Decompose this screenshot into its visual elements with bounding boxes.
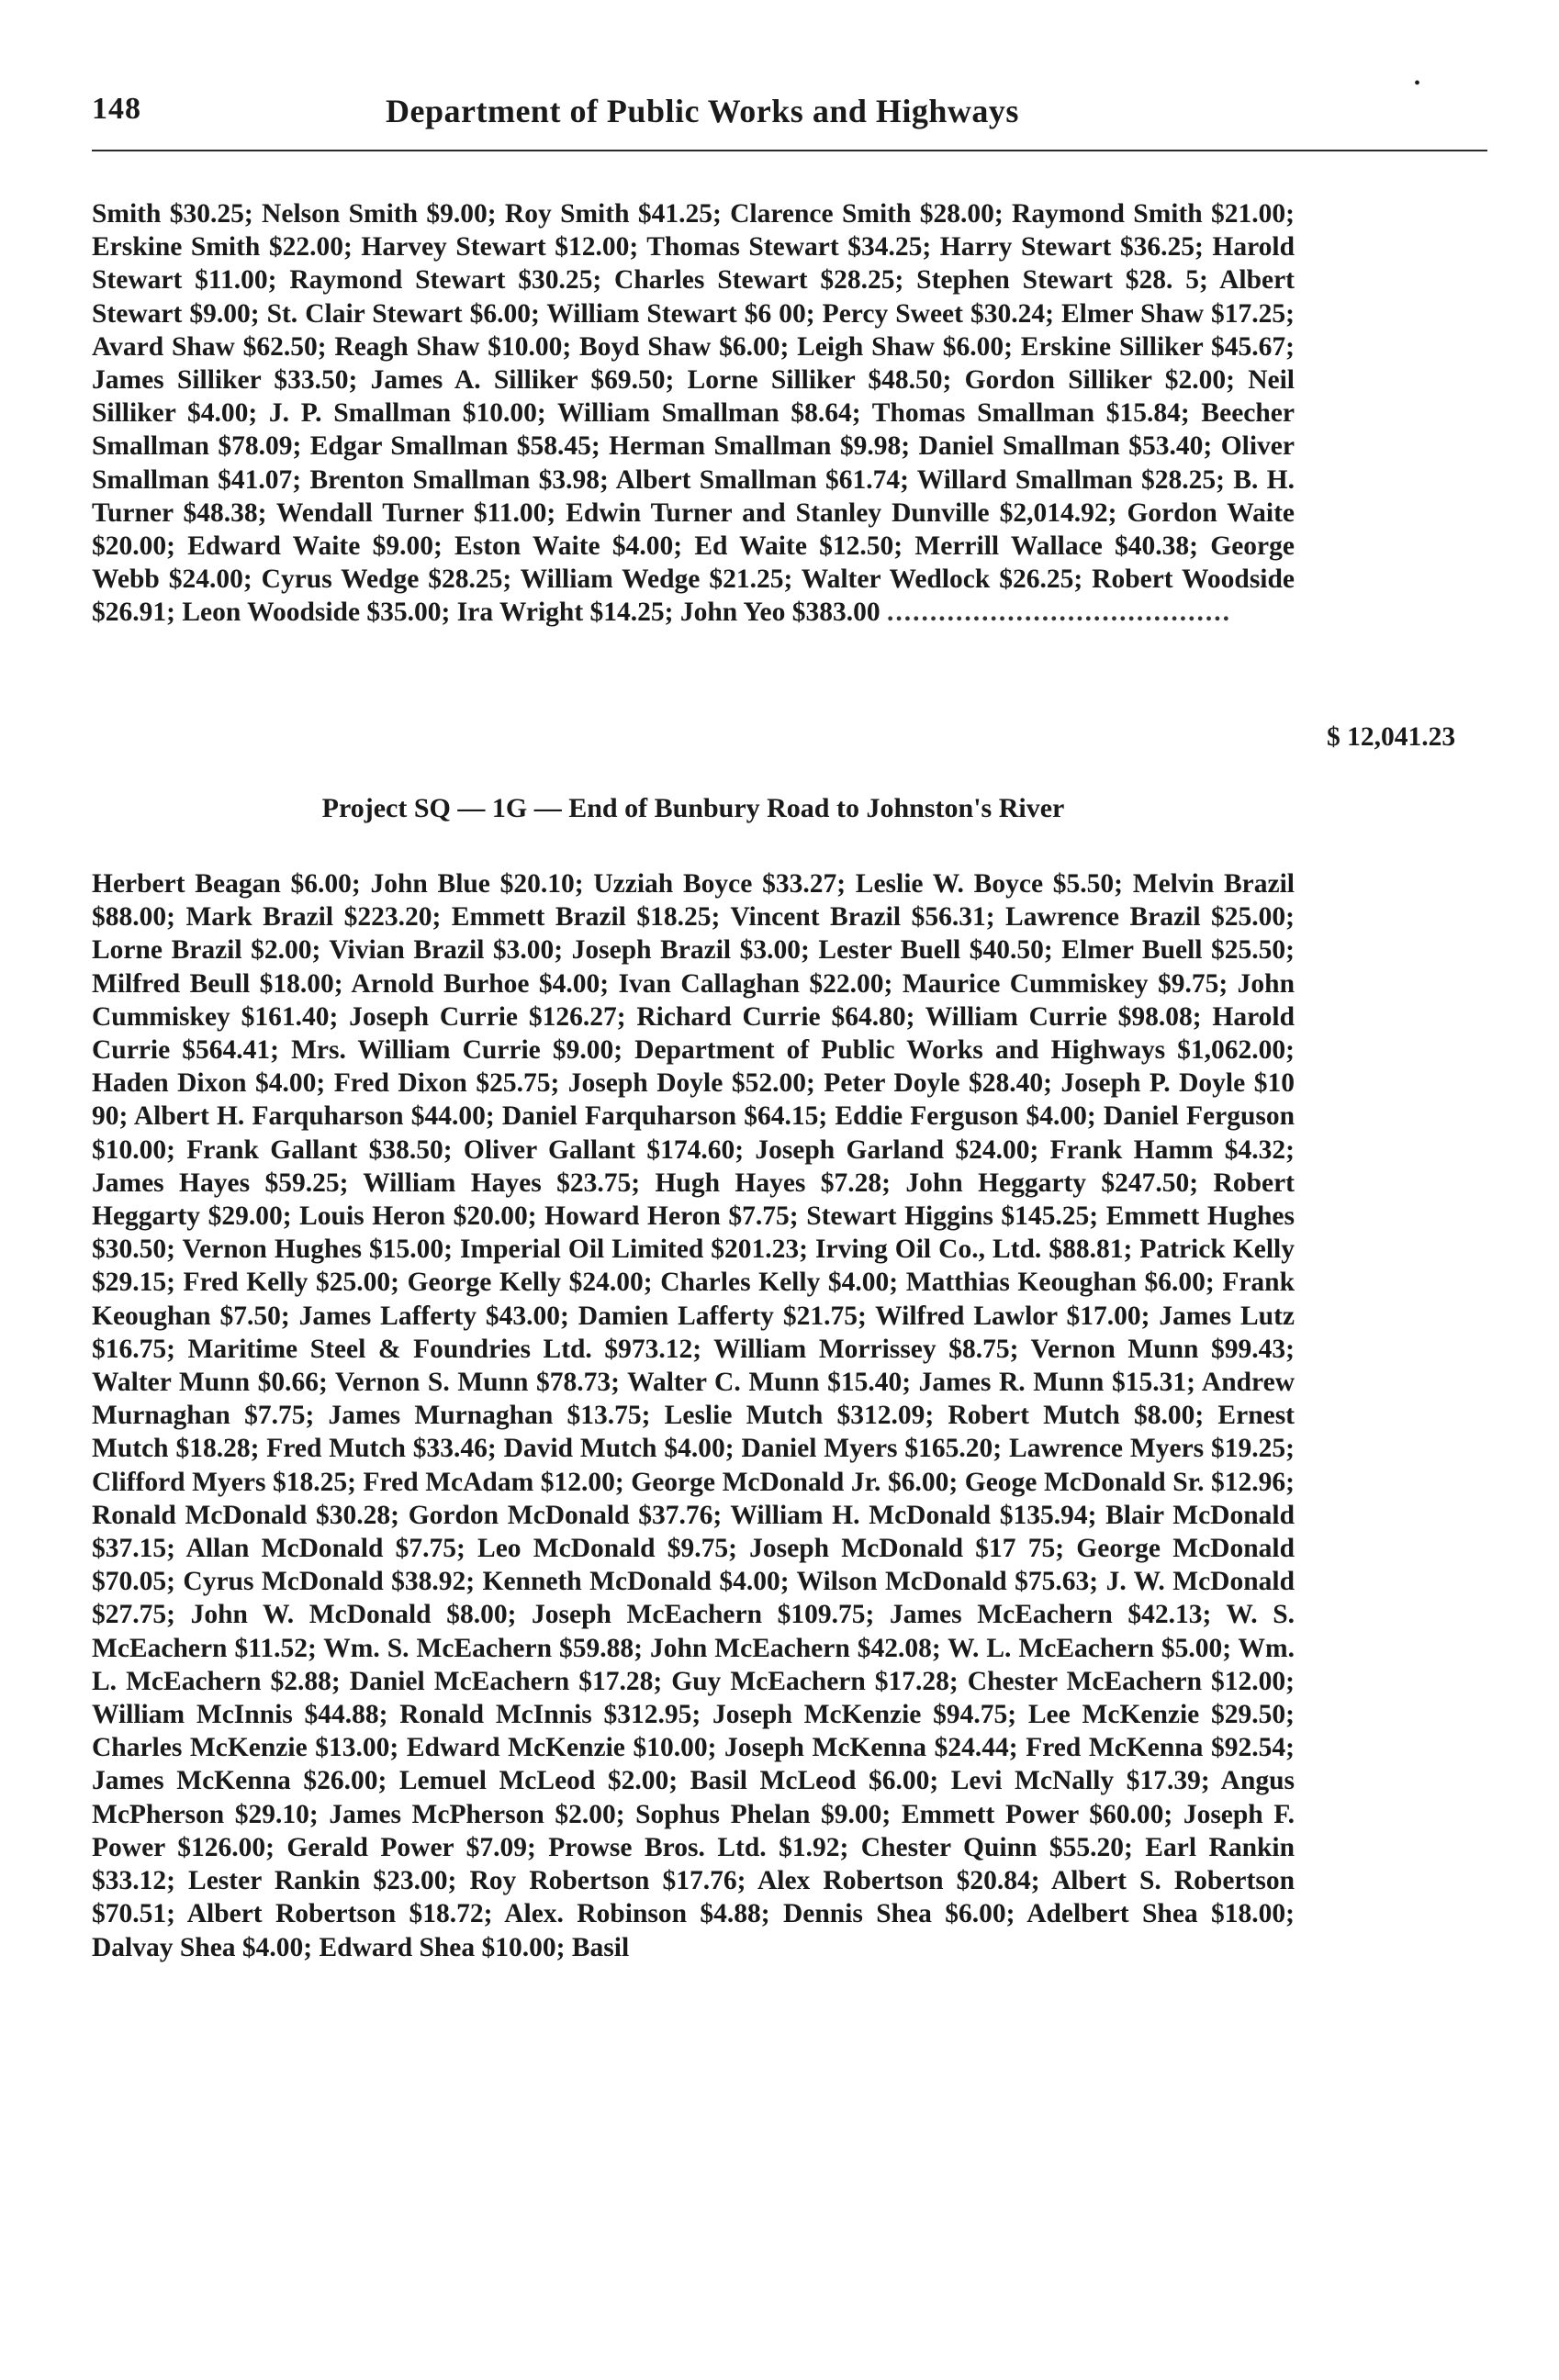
- page-number: 148: [92, 92, 141, 126]
- payment-list-text: Smith $30.25; Nelson Smith $9.00; Roy Smith $41.25; Clarence Smith $28.00; Raymond Smith $21.00; Erskine Smith $22.00; Harvey Stewart $12.00; Thomas Stewart $34.25; Harry Stewart $36.25; Harold Stewart $11.00; Raymond Stewart $30.25; Charles Stewart $28.25; Stephen Stewart $28. 5; Albert Stewart $9.00; St. Clair Stewart $6.00; William Stewart $6 00; Percy Sweet $30.24; Elmer Shaw $17.25; Avard Shaw $62.50; Reagh Shaw $10.00; Boyd Shaw $6.00; Leigh Shaw $6.00; Erskine Silliker $45.67; James Silliker $33.50; James A. Silliker $69.50; Lorne Silliker $48.50; Gordon Silliker $2.00; Neil Silliker $4.00; J. P. Smallman $10.00; William Smallman $8.64; Thomas Smallman $15.84; Beecher Smallman $78.09; Edgar Smallman $58.45; Herman Smallman $9.98; Daniel Smallman $53.40; Oliver Smallman $41.07; Brenton Smallman $3.98; Albert Smallman $61.74; Willard Smallman $28.25; B. H. Turner $48.38; Wendall Turner $11.00; Edwin Turner and Stanley Dunville $2,014.92; Gordon Waite $20.00; Edward Waite $9.00; Eston Waite $4.00; Ed Waite $12.50; Merrill Wallace $40.38; George Webb $24.00; Cyrus Wedge $28.25; William Wedge $21.25; Walter Wedlock $26.25; Robert Woodside $26.91; Leon Woodside $35.00; Ira Wright $14.25; John Yeo $383.00: [92, 199, 1295, 628]
- section-total: $ 12,041.23: [1327, 722, 1456, 752]
- page-header: [92, 92, 1487, 147]
- running-title: Department of Public Works and Highways: [386, 93, 1019, 129]
- project-heading: Project SQ — 1G — End of Bunbury Road to Johnston's River: [321, 793, 1065, 823]
- payment-list-text: Herbert Beagan $6.00; John Blue $20.10; Uzziah Boyce $33.27; Leslie W. Boyce $5.50; Melvin Brazil $88.00; Mark Brazil $223.20; Emmett Brazil $18.25; Vincent Brazil $56.31; Lawrence Brazil $25.00; Lorne Brazil $2.00; Vivian Brazil $3.00; Joseph Brazil $3.00; Lester Buell $40.50; Elmer Buell $25.50; Milfred Beull $18.00; Arnold Burhoe $4.00; Ivan Callaghan $22.00; Maurice Cummiskey $9.75; John Cummiskey $161.40; Joseph Currie $126.27; Richard Currie $64.80; William Currie $98.08; Harold Currie $564.41; Mrs. William Currie $9.00; Department of Public Works and Highways $1,062.00; Haden Dixon $4.00; Fred Dixon $25.75; Joseph Doyle $52.00; Peter Doyle $28.40; Joseph P. Doyle $10 90; Albert H. Farquharson $44.00; Daniel Farquharson $64.15; Eddie Ferguson $4.00; Daniel Ferguson $10.00; Frank Gallant $38.50; Oliver Gallant $174.60; Joseph Garland $24.00; Frank Hamm $4.32; James Hayes $59.25; William Hayes $23.75; Hugh Hayes $7.28; John Heggarty $247.50; Robert Heggarty $29.00; Louis Heron $20.00; Howard Heron $7.75; Stewart Higgins $145.25; Emmett Hughes $30.50; Vernon Hughes $15.00; Imperial Oil Limited $201.23; Irving Oil Co., Ltd. $88.81; Patrick Kelly $29.15; Fred Kelly $25.00; George Kelly $24.00; Charles Kelly $4.00; Matthias Keoughan $6.00; Frank Keoughan $7.50; James Lafferty $43.00; Damien Lafferty $21.75; Wilfred Lawlor $17.00; James Lutz $16.75; Maritime Steel & Foundries Ltd. $973.12; William Morrissey $8.75; Vernon Munn $99.43; Walter Munn $0.66; Vernon S. Munn $78.73; Walter C. Munn $15.40; James R. Munn $15.31; Andrew Murnaghan $7.75; James Murnaghan $13.75; Leslie Mutch $312.09; Robert Mutch $8.00; Ernest Mutch $18.28; Fred Mutch $33.46; David Mutch $4.00; Daniel Myers $165.20; Lawrence Myers $19.25; Clifford Myers $18.25; Fred McAdam $12.00; George McDonald Jr. $6.00; Geoge McDonald Sr. $12.96; Ronald McDonald $30.28; Gordon McDonald $37.76; William H. McDonald $135.94; Blair McDonald $37.15; Allan McDonald $7.75; Leo McDonald $9.75; Joseph McDonald $17 75; George McDonald $70.05; Cyrus McDonald $38.92; Kenneth McDonald $4.00; Wilson McDonald $75.63; J. W. McDonald $27.75; John W. McDonald $8.00; Joseph McEachern $109.75; James McEachern $42.13; W. S. McEachern $11.52; Wm. S. McEachern $59.88; John McEachern $42.08; W. L. McEachern $5.00; Wm. L. McEachern $2.88; Daniel McEachern $17.28; Guy McEachern $17.28; Chester McEachern $12.00; William McInnis $44.88; Ronald McInnis $312.95; Joseph McKenzie $94.75; Lee McKenzie $29.50; Charles McKenzie $13.00; Edward McKenzie $10.00; Joseph McKenna $24.44; Fred McKenna $92.54; James McKenna $26.00; Lemuel McLeod $2.00; Basil McLeod $6.00; Levi McNally $17.39; Angus McPherson $29.10; James McPherson $2.00; Sophus Phelan $9.00; Emmett Power $60.00; Joseph F. Power $126.00; Gerald Power $7.09; Prowse Bros. Ltd. $1.92; Chester Quinn $55.20; Earl Rankin $33.12; Lester Rankin $23.00; Roy Robertson $17.76; Alex Robertson $20.84; Albert S. Robertson $70.51; Albert Robertson $18.72; Alex. Robinson $4.88; Dennis Shea $6.00; Adelbert Shea $18.00; Dalvay Shea $4.00; Edward Shea $10.00; Basil: [92, 869, 1295, 1962]
- payment-list-section-1: [92, 197, 1295, 630]
- leader-dots: ........................................: [886, 598, 1231, 628]
- corner-mark: •: [1414, 73, 1421, 94]
- header-rule: [92, 150, 1487, 151]
- payment-list-section-2: [92, 867, 1295, 1964]
